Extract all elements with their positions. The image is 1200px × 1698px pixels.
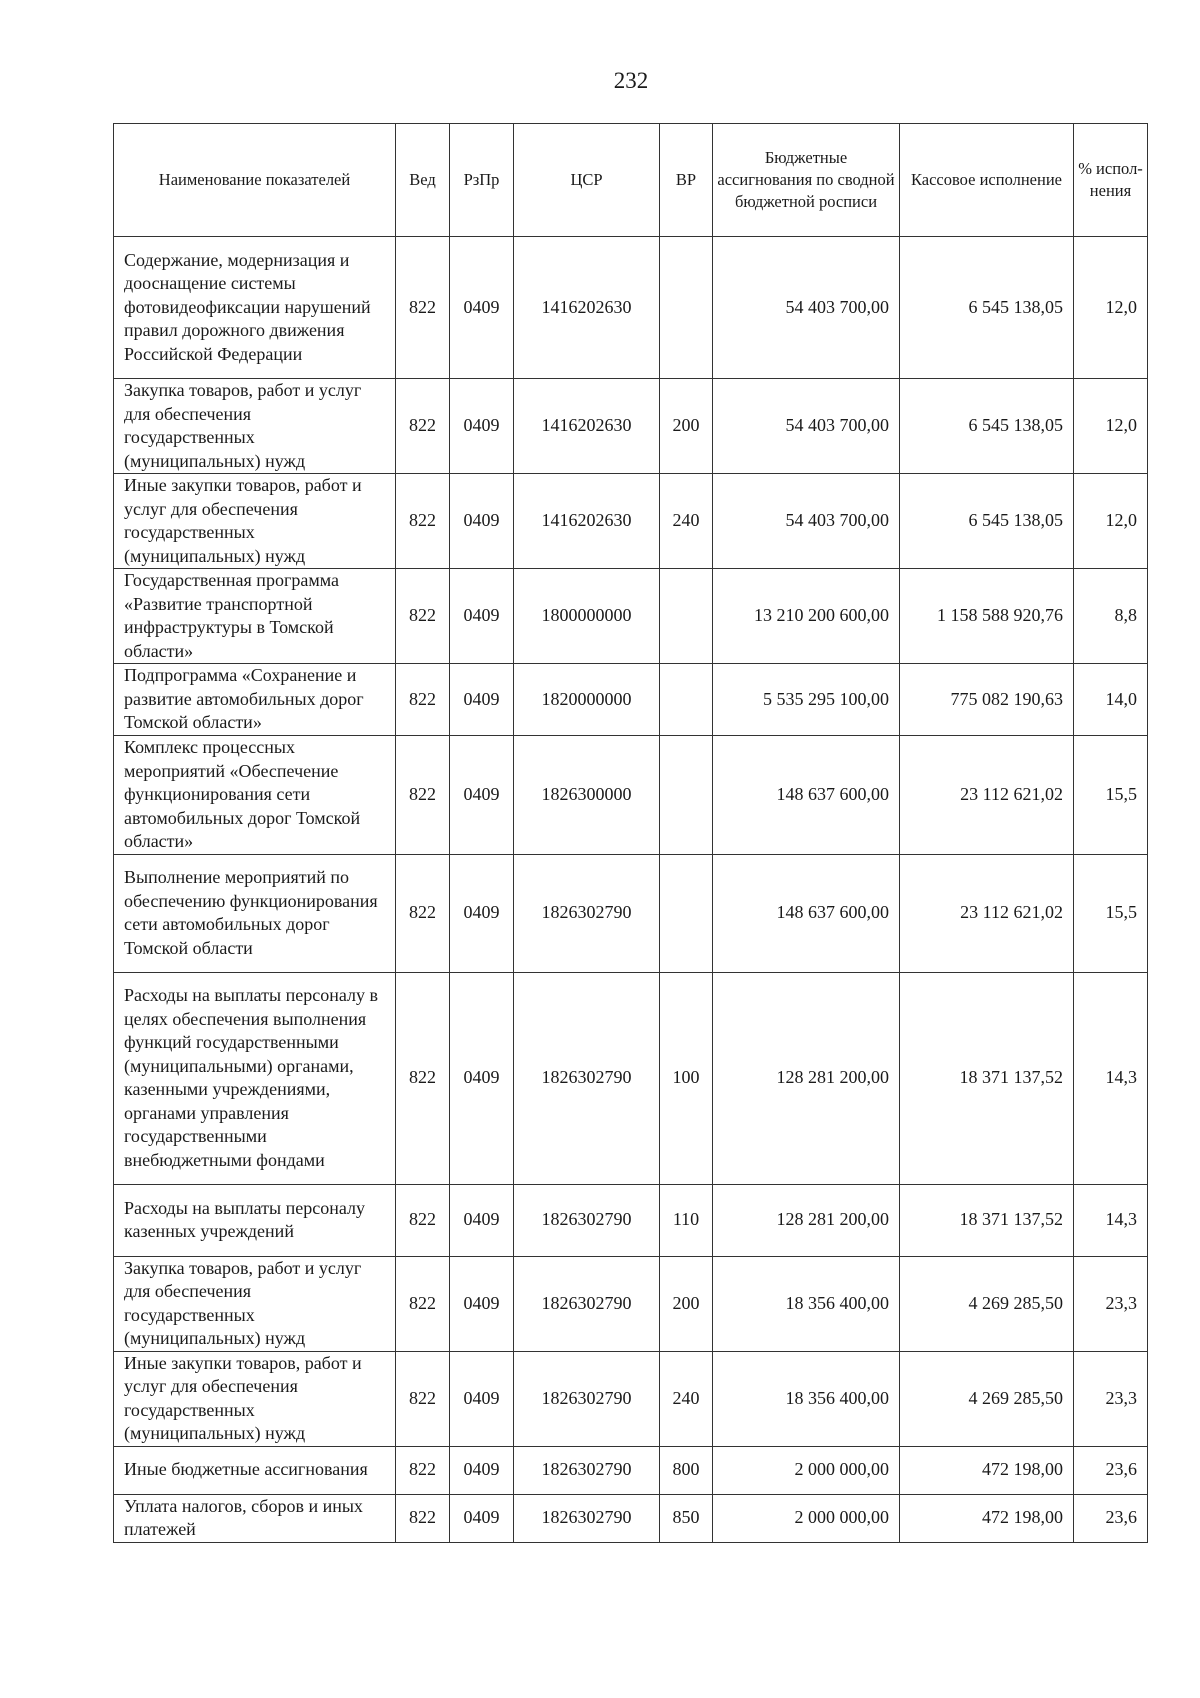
cell-vr: 240	[660, 1351, 713, 1446]
cell-vr: 800	[660, 1446, 713, 1494]
cell-percent: 14,3	[1074, 972, 1148, 1184]
header-rzpr: РзПр	[450, 124, 514, 237]
cell-csr: 1826302790	[514, 1494, 660, 1542]
cell-rzpr: 0409	[450, 1351, 514, 1446]
cell-csr: 1826302790	[514, 854, 660, 972]
cell-budget: 128 281 200,00	[713, 972, 900, 1184]
page-number: 232	[613, 68, 649, 93]
cell-percent: 23,3	[1074, 1256, 1148, 1351]
cell-name: Выполнение мероприятий по обеспечению функционирования сети автомобильных дорог Томской области	[114, 854, 396, 972]
cell-csr: 1826302790	[514, 972, 660, 1184]
cell-csr: 1826300000	[514, 736, 660, 855]
cell-name: Расходы на выплаты персоналу в целях обеспечения выполнения функций государственными (муниципальными) органами, казенными учреждениями, органами управления государственными внебюджетными фондами	[114, 972, 396, 1184]
header-vr: ВР	[660, 124, 713, 237]
cell-ved: 822	[396, 664, 450, 736]
cell-budget: 18 356 400,00	[713, 1351, 900, 1446]
cell-cash: 1 158 588 920,76	[900, 569, 1074, 664]
cell-csr: 1826302790	[514, 1351, 660, 1446]
table-row	[114, 736, 1148, 855]
cell-vr: 240	[660, 474, 713, 569]
cell-budget: 128 281 200,00	[713, 1184, 900, 1256]
cell-budget: 5 535 295 100,00	[713, 664, 900, 736]
cell-ved: 822	[396, 1184, 450, 1256]
cell-percent: 12,0	[1074, 237, 1148, 379]
cell-csr: 1820000000	[514, 664, 660, 736]
budget-execution-table	[113, 123, 1148, 1543]
cell-cash: 6 545 138,05	[900, 379, 1074, 474]
cell-csr: 1416202630	[514, 237, 660, 379]
cell-csr: 1800000000	[514, 569, 660, 664]
cell-vr	[660, 664, 713, 736]
header-budget: Бюджетные ассигнования по сводной бюджетной росписи	[713, 124, 900, 237]
cell-cash: 4 269 285,50	[900, 1351, 1074, 1446]
cell-percent: 23,3	[1074, 1351, 1148, 1446]
cell-csr: 1826302790	[514, 1446, 660, 1494]
cell-budget: 54 403 700,00	[713, 237, 900, 379]
cell-ved: 822	[396, 854, 450, 972]
cell-ved: 822	[396, 1256, 450, 1351]
table-row	[114, 1256, 1148, 1351]
cell-budget: 148 637 600,00	[713, 854, 900, 972]
cell-csr: 1416202630	[514, 379, 660, 474]
cell-rzpr: 0409	[450, 379, 514, 474]
cell-ved: 822	[396, 474, 450, 569]
table-row	[114, 1351, 1148, 1446]
cell-vr: 100	[660, 972, 713, 1184]
cell-cash: 4 269 285,50	[900, 1256, 1074, 1351]
table-row	[114, 972, 1148, 1184]
cell-vr: 850	[660, 1494, 713, 1542]
table-row	[114, 569, 1148, 664]
cell-name: Иные закупки товаров, работ и услуг для обеспечения государственных (муниципальных) нужд	[114, 1351, 396, 1446]
table-row	[114, 379, 1148, 474]
cell-rzpr: 0409	[450, 736, 514, 855]
cell-ved: 822	[396, 736, 450, 855]
cell-budget: 18 356 400,00	[713, 1256, 900, 1351]
cell-rzpr: 0409	[450, 1446, 514, 1494]
cell-budget: 2 000 000,00	[713, 1494, 900, 1542]
cell-name: Закупка товаров, работ и услуг для обеспечения государственных (муниципальных) нужд	[114, 1256, 396, 1351]
cell-percent: 15,5	[1074, 736, 1148, 855]
table-header-row	[114, 124, 1148, 237]
cell-percent: 15,5	[1074, 854, 1148, 972]
cell-cash: 23 112 621,02	[900, 736, 1074, 855]
cell-percent: 12,0	[1074, 474, 1148, 569]
header-ved: Вед	[396, 124, 450, 237]
cell-name: Уплата налогов, сборов и иных платежей	[114, 1494, 396, 1542]
cell-ved: 822	[396, 1351, 450, 1446]
cell-budget: 148 637 600,00	[713, 736, 900, 855]
cell-cash: 18 371 137,52	[900, 972, 1074, 1184]
cell-cash: 472 198,00	[900, 1446, 1074, 1494]
cell-ved: 822	[396, 1494, 450, 1542]
cell-budget: 54 403 700,00	[713, 474, 900, 569]
cell-vr	[660, 237, 713, 379]
cell-csr: 1416202630	[514, 474, 660, 569]
cell-rzpr: 0409	[450, 237, 514, 379]
cell-percent: 23,6	[1074, 1494, 1148, 1542]
cell-rzpr: 0409	[450, 474, 514, 569]
table-row	[114, 237, 1148, 379]
cell-name: Государственная программа «Развитие транспортной инфраструктуры в Томской области»	[114, 569, 396, 664]
cell-ved: 822	[396, 1446, 450, 1494]
cell-name: Подпрограмма «Сохранение и развитие автомобильных дорог Томской области»	[114, 664, 396, 736]
cell-percent: 23,6	[1074, 1446, 1148, 1494]
cell-csr: 1826302790	[514, 1184, 660, 1256]
cell-budget: 13 210 200 600,00	[713, 569, 900, 664]
table-row	[114, 1446, 1148, 1494]
cell-cash: 18 371 137,52	[900, 1184, 1074, 1256]
header-csr: ЦСР	[514, 124, 660, 237]
cell-ved: 822	[396, 972, 450, 1184]
cell-vr	[660, 854, 713, 972]
cell-rzpr: 0409	[450, 664, 514, 736]
cell-ved: 822	[396, 379, 450, 474]
cell-rzpr: 0409	[450, 569, 514, 664]
cell-cash: 23 112 621,02	[900, 854, 1074, 972]
cell-vr: 110	[660, 1184, 713, 1256]
cell-name: Расходы на выплаты персоналу казенных учреждений	[114, 1184, 396, 1256]
header-percent: % испол-нения	[1074, 124, 1148, 237]
cell-percent: 12,0	[1074, 379, 1148, 474]
cell-cash: 775 082 190,63	[900, 664, 1074, 736]
cell-name: Иные закупки товаров, работ и услуг для обеспечения государственных (муниципальных) нужд	[114, 474, 396, 569]
cell-name: Иные бюджетные ассигнования	[114, 1446, 396, 1494]
cell-percent: 14,0	[1074, 664, 1148, 736]
cell-cash: 6 545 138,05	[900, 474, 1074, 569]
cell-budget: 54 403 700,00	[713, 379, 900, 474]
cell-vr	[660, 736, 713, 855]
table-row	[114, 474, 1148, 569]
cell-csr: 1826302790	[514, 1256, 660, 1351]
cell-rzpr: 0409	[450, 1256, 514, 1351]
cell-budget: 2 000 000,00	[713, 1446, 900, 1494]
cell-ved: 822	[396, 569, 450, 664]
cell-ved: 822	[396, 237, 450, 379]
header-name: Наименование показателей	[114, 124, 396, 237]
header-cash: Кассовое исполнение	[900, 124, 1074, 237]
cell-percent: 14,3	[1074, 1184, 1148, 1256]
cell-name: Закупка товаров, работ и услуг для обеспечения государственных (муниципальных) нужд	[114, 379, 396, 474]
cell-rzpr: 0409	[450, 972, 514, 1184]
cell-rzpr: 0409	[450, 1184, 514, 1256]
cell-rzpr: 0409	[450, 1494, 514, 1542]
cell-percent: 8,8	[1074, 569, 1148, 664]
cell-vr: 200	[660, 1256, 713, 1351]
cell-name: Содержание, модернизация и дооснащение системы фотовидеофиксации нарушений правил дорожного движения Российской Федерации	[114, 237, 396, 379]
cell-name: Комплекс процессных мероприятий «Обеспечение функционирования сети автомобильных дорог Томской области»	[114, 736, 396, 855]
table-row	[114, 664, 1148, 736]
table-row	[114, 1494, 1148, 1542]
table-row	[114, 854, 1148, 972]
cell-rzpr: 0409	[450, 854, 514, 972]
cell-cash: 6 545 138,05	[900, 237, 1074, 379]
table-row	[114, 1184, 1148, 1256]
cell-vr	[660, 569, 713, 664]
cell-vr: 200	[660, 379, 713, 474]
cell-cash: 472 198,00	[900, 1494, 1074, 1542]
